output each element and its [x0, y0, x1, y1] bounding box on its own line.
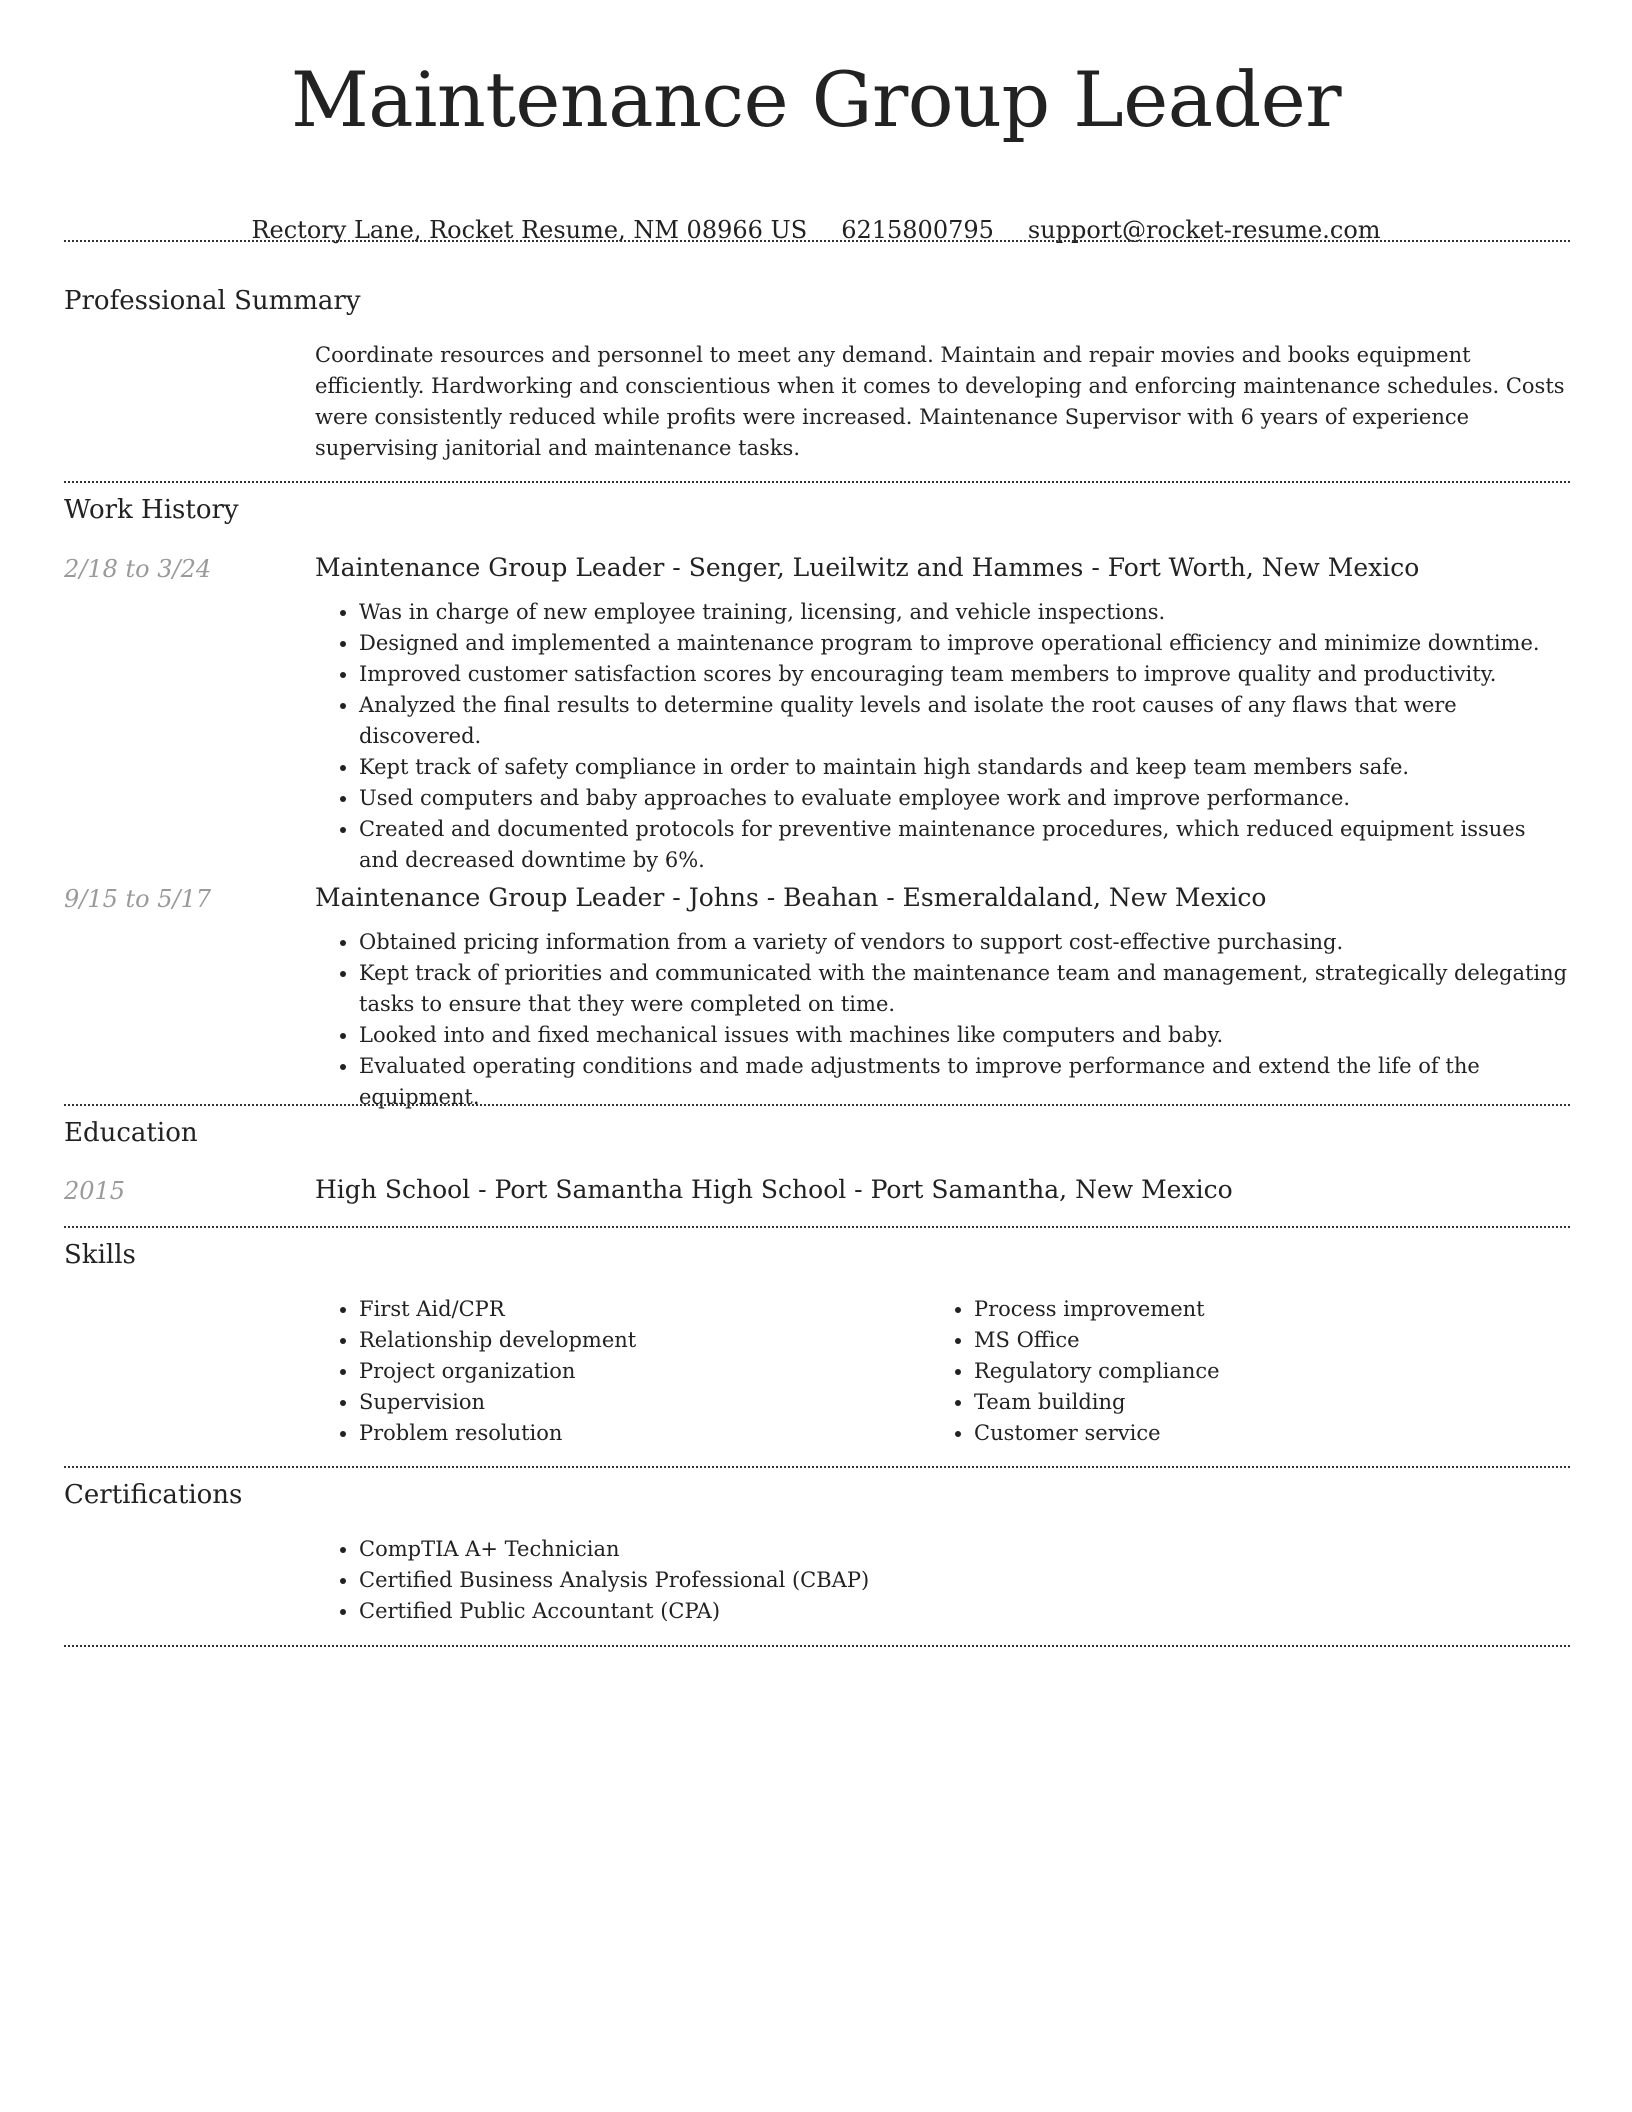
resume-name: Maintenance Group Leader [290, 55, 1342, 144]
certifications-section-title: Certifications [64, 1480, 243, 1510]
list-item: • Created and documented protocols for preventive maintenance procedures, which reduced equipment issues and decreased downtime by 6%. [359, 814, 1570, 876]
list-item: • Regulatory compliance [974, 1356, 1545, 1387]
job-dates: 9/15 to 5/17 [64, 885, 212, 913]
skills-column-left [315, 1294, 930, 1449]
list-item: • Was in charge of new employee training, licensing, and vehicle inspections. [359, 597, 1570, 628]
list-item: • Team building [974, 1387, 1545, 1418]
list-item: • Looked into and fixed mechanical issues with machines like computers and baby. [359, 1020, 1570, 1051]
list-item: • Process improvement [974, 1294, 1545, 1325]
divider [64, 1466, 1570, 1468]
divider [64, 1645, 1570, 1647]
contact-address: Rectory Lane, Rocket Resume, NM 08966 US [251, 216, 808, 244]
contact-phone: 6215800795 [841, 216, 994, 244]
contact-email: support@rocket-resume.com [1027, 216, 1381, 244]
list-item: • Certified Public Accountant (CPA) [359, 1596, 1570, 1627]
divider [64, 481, 1570, 483]
skills-bullets [315, 1294, 930, 1449]
skills-section-title: Skills [64, 1240, 136, 1270]
divider [64, 1104, 1570, 1106]
education-entry [315, 1173, 1570, 1207]
education-heading: High School - Port Samantha High School - Port Samantha, New Mexico [315, 1175, 1233, 1204]
list-item: • Kept track of priorities and communicated with the maintenance team and management, strategically delegating tasks to ensure that they were completed on time. [359, 958, 1570, 1020]
job-bullets [315, 597, 1570, 876]
divider [64, 1226, 1570, 1228]
summary-text: Coordinate resources and personnel to meet any demand. Maintain and repair movies and books equipment efficiently. Hardworking and conscientious when it comes to developing and enforcing maintenance schedules. Costs were consistently reduced while profits were increased. Maintenance Supervisor with 6 years of experience supervising janitorial and maintenance tasks. [315, 343, 1565, 460]
list-item: • Project organization [359, 1356, 930, 1387]
summary-body [315, 340, 1570, 464]
job-bullets [315, 927, 1570, 1113]
skills-bullets [930, 1294, 1545, 1449]
list-item: • Certified Business Analysis Professional (CBAP) [359, 1565, 1570, 1596]
list-item: • Analyzed the final results to determine quality levels and isolate the root causes of any flaws that were discovered. [359, 690, 1570, 752]
list-item: • MS Office [974, 1325, 1545, 1356]
education-section-title: Education [64, 1118, 198, 1148]
skills-column-right [930, 1294, 1545, 1449]
list-item: • Evaluated operating conditions and made adjustments to improve performance and extend the life of the equipment. [359, 1051, 1570, 1113]
job-entry [315, 881, 1570, 1113]
list-item: • Obtained pricing information from a variety of vendors to support cost-effective purchasing. [359, 927, 1570, 958]
list-item: • Designed and implemented a maintenance program to improve operational efficiency and minimize downtime. [359, 628, 1570, 659]
work-section-title: Work History [64, 495, 239, 525]
contact-line [0, 210, 1632, 250]
job-heading: Maintenance Group Leader - Johns - Beahan - Esmeraldaland, New Mexico [315, 883, 1267, 912]
summary-section-title: Professional Summary [64, 286, 361, 316]
list-item: • CompTIA A+ Technician [359, 1534, 1570, 1565]
list-item: • First Aid/CPR [359, 1294, 930, 1325]
list-item: • Supervision [359, 1387, 930, 1418]
list-item: • Used computers and baby approaches to evaluate employee work and improve performance. [359, 783, 1570, 814]
certifications-list [315, 1534, 1570, 1627]
certifications-body [315, 1534, 1570, 1627]
list-item: • Improved customer satisfaction scores by encouraging team members to improve quality and productivity. [359, 659, 1570, 690]
divider [64, 240, 1570, 242]
job-entry [315, 551, 1570, 876]
education-year: 2015 [64, 1177, 126, 1205]
job-heading: Maintenance Group Leader - Senger, Lueilwitz and Hammes - Fort Worth, New Mexico [315, 553, 1420, 582]
skills-list [315, 1294, 1570, 1449]
list-item: • Kept track of safety compliance in order to maintain high standards and keep team members safe. [359, 752, 1570, 783]
list-item: • Customer service [974, 1418, 1545, 1449]
list-item: • Problem resolution [359, 1418, 930, 1449]
list-item: • Relationship development [359, 1325, 930, 1356]
resume-header [0, 0, 1632, 250]
job-dates: 2/18 to 3/24 [64, 555, 212, 583]
